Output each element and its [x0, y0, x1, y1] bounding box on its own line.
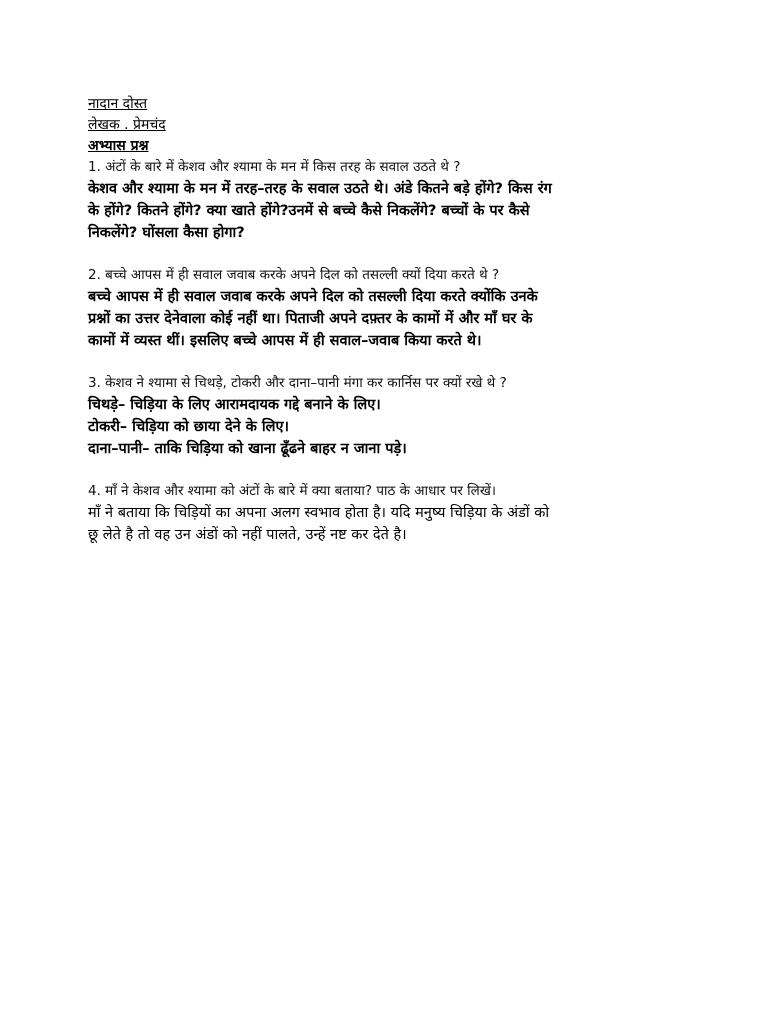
- question-text: 2. बच्चे आपस में ही सवाल जवाब करके अपने दिल को तसल्ली क्यों दिया करते थे ?: [88, 267, 500, 283]
- question-text: 3. केशव ने श्यामा से चिथड़े, टोकरी और दाना–पानी मंगा कर कार्निस पर क्यों रखे थे ?: [88, 375, 507, 391]
- answer-line: निकलेंगे? घोंसला कैसा होगा?: [88, 225, 245, 241]
- answer-line: प्रश्नों का उत्तर देनेवाला कोई नहीं था। पिताजी अपने दफ़्तर के कामों में और माँ घर के: [88, 311, 533, 327]
- author-line: लेखक . प्रेमचंद: [88, 117, 166, 133]
- document-body: [88, 94, 688, 546]
- document-title: नादान दोस्त: [88, 96, 148, 112]
- question-text: 1. अंटों के बारे में केशव और श्यामा के मन में किस तरह के सवाल उठते थे ?: [88, 159, 461, 175]
- answer-line: दाना–पानी– ताकि चिड़िया को खाना ढूँढने बाहर न जाना पड़े।: [88, 441, 407, 457]
- answer-line: चिथड़े– चिड़िया के लिए आरामदायक गद्दे बनाने के लिए।: [88, 397, 381, 413]
- answer-line: के होंगे? कितने होंगे? क्या खाते होंगे?उनमें से बच्चे कैसे निकलेंगे? बच्चों के पर कैसे: [88, 203, 530, 219]
- spacer: [88, 352, 688, 373]
- answer-line: टोकरी– चिड़िया को छाया देने के लिए।: [88, 419, 290, 435]
- answer-line: छू लेते है तो वह उन अंडों को नहीं पालते, उन्हें नष्ट कर देते है।: [88, 527, 407, 543]
- answer-line: केशव और श्यामा के मन में तरह–तरह के सवाल उठते थे। अंडे कितने बड़े होंगे? किस रंग: [88, 181, 552, 197]
- question-block-2: [88, 265, 688, 352]
- section-heading: अभ्यास प्रश्न: [88, 138, 149, 154]
- spacer: [88, 460, 688, 481]
- question-text: 4. माँ ने केशव और श्यामा को अंटों के बारे में क्या बताया? पाठ के आधार पर लिखें।: [88, 483, 496, 499]
- answer-line: माँ ने बताया कि चिड़ियों का अपना अलग स्वभाव होता है। यदि मनुष्य चिड़िया के अंडों को: [88, 505, 550, 521]
- question-block-1: [88, 157, 688, 244]
- answer-line: बच्चे आपस में ही सवाल जवाब करके अपने दिल को तसल्ली दिया करते क्योंकि उनके: [88, 289, 538, 305]
- question-block-4: [88, 481, 688, 546]
- spacer: [88, 244, 688, 265]
- answer-line: कामों में व्यस्त थीं। इसलिए बच्चे आपस में ही सवाल–जवाब किया करते थे।: [88, 333, 482, 349]
- question-block-3: [88, 373, 688, 460]
